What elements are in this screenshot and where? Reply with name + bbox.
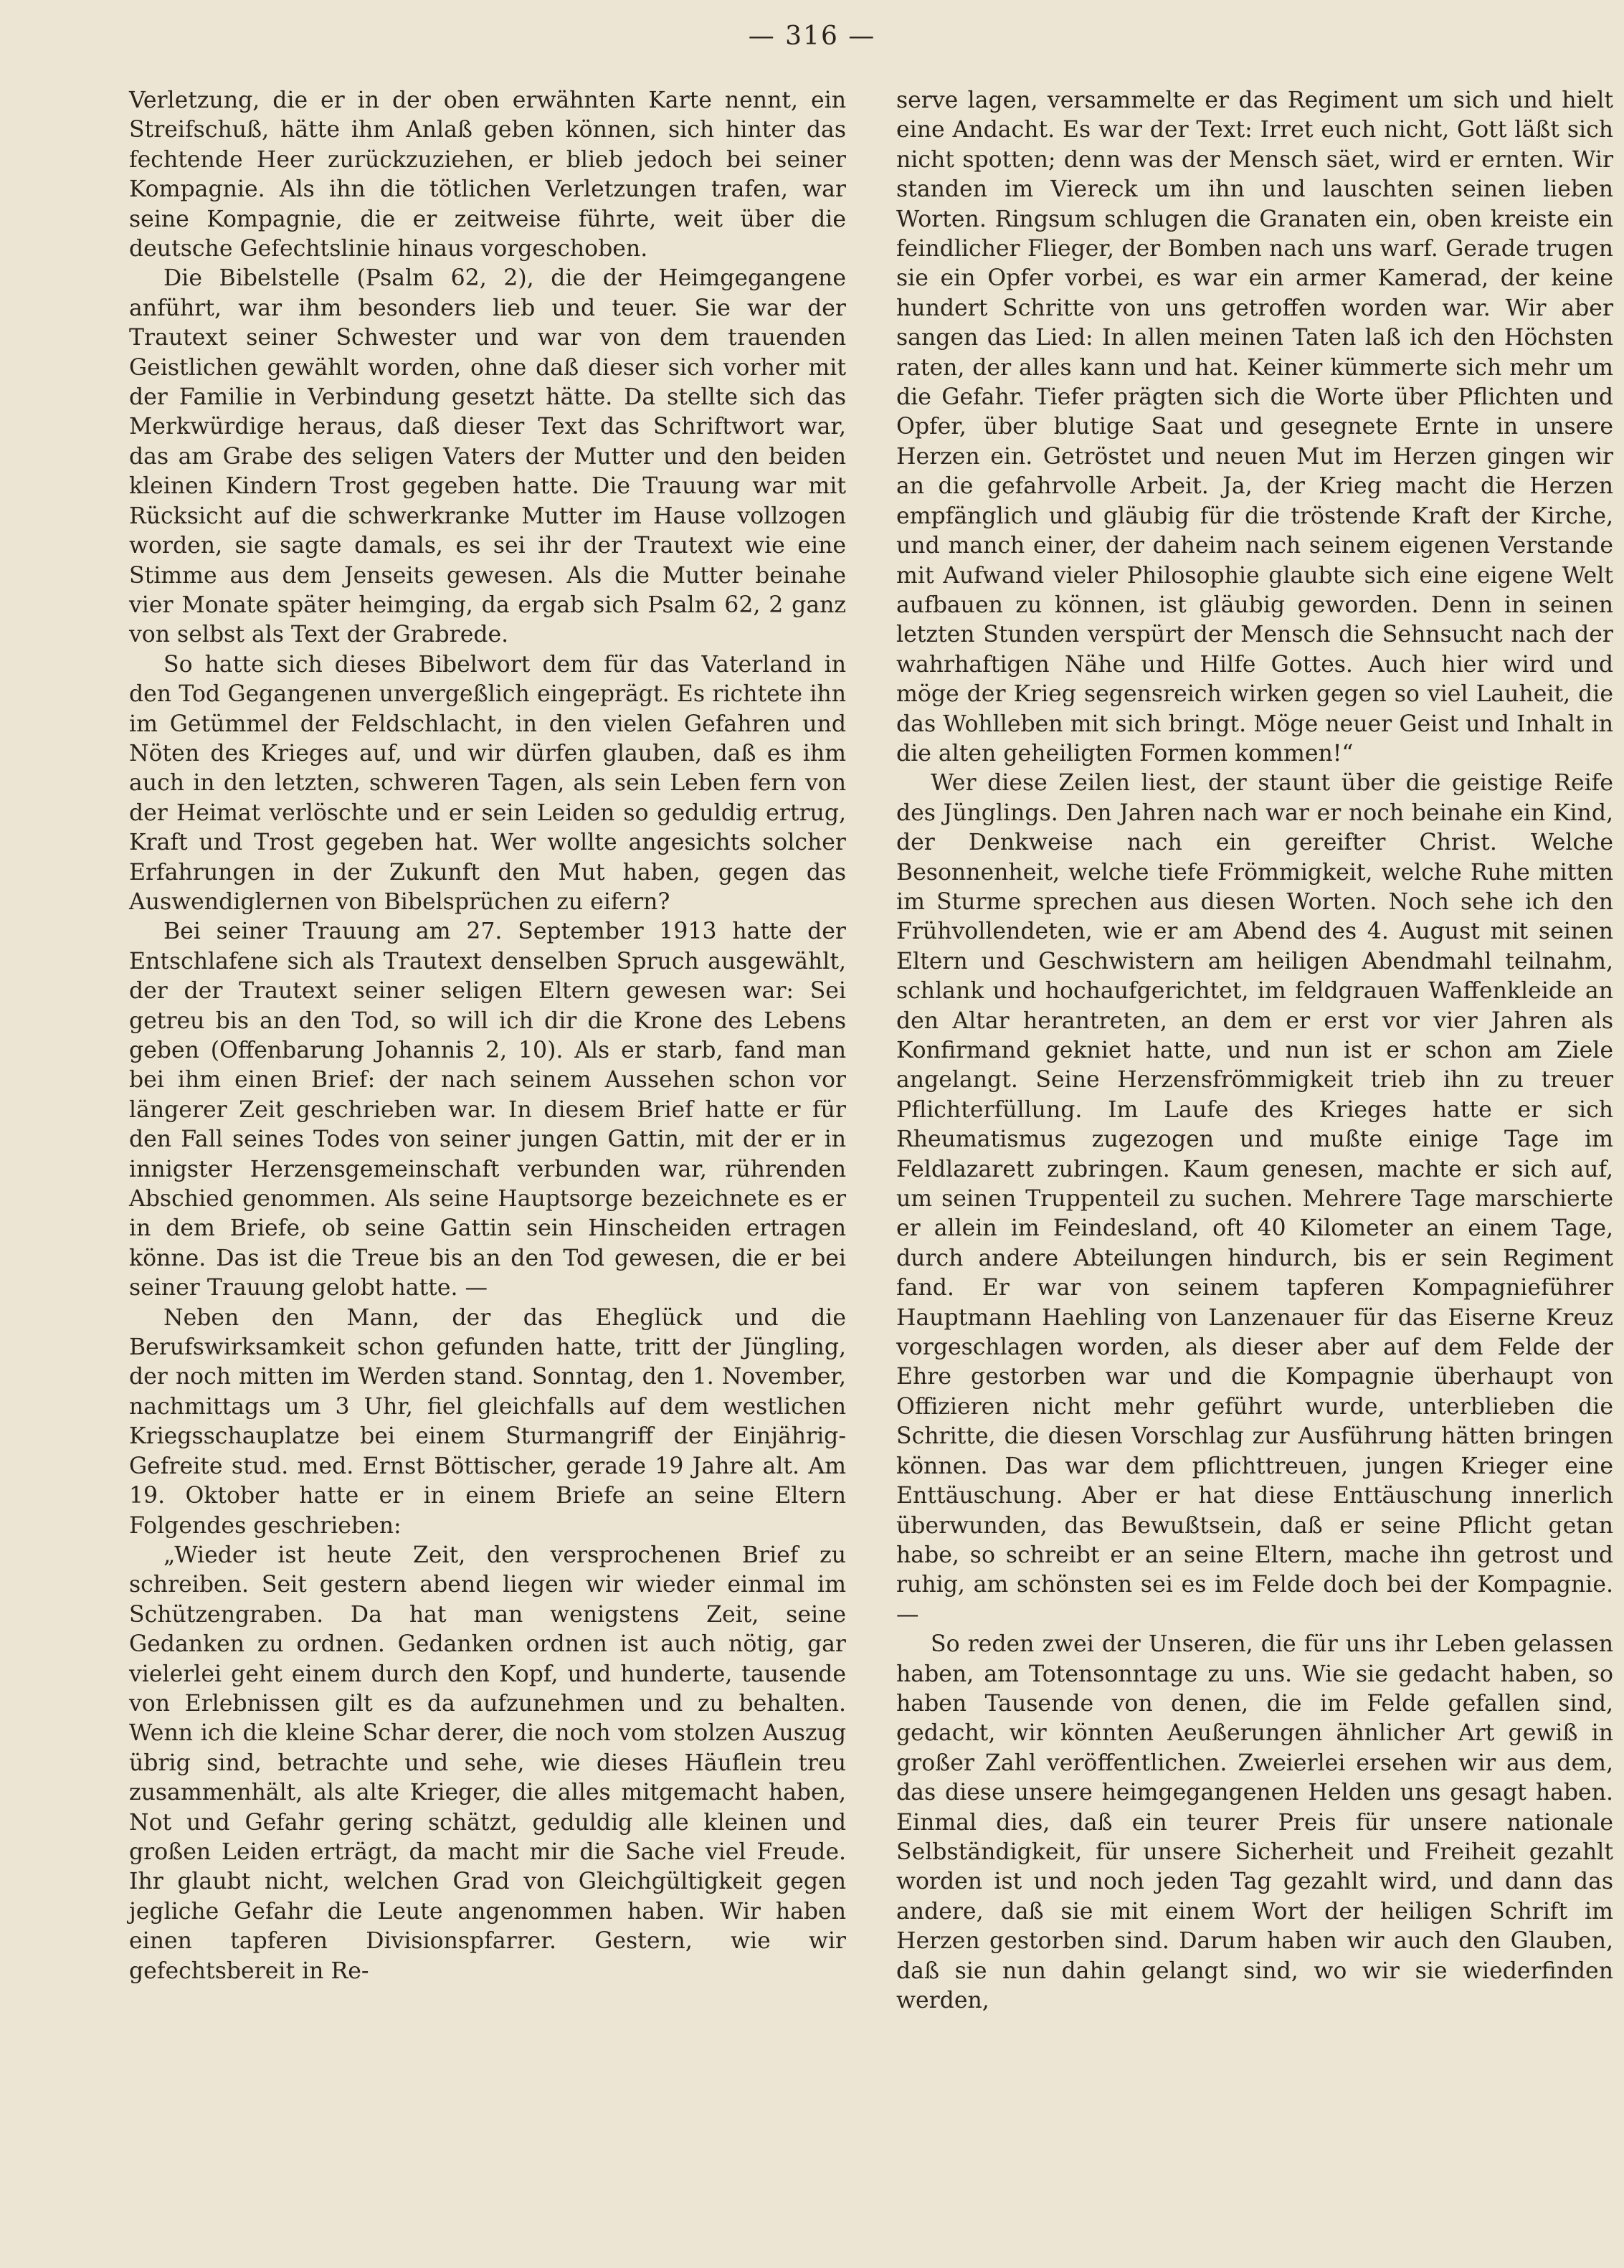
right-column: [896, 86, 1613, 2016]
page-number: — 316 —: [748, 22, 876, 51]
paragraph: Bei seiner Trauung am 27. September 1913 hatte der Entschlafene sich als Trautext denselben Spruch ausgewählt, der der Trautext seiner seligen Eltern gewesen war: Sei getreu bis an den Tod, so will ich dir die Krone des Lebens geben (Offenbarung Johannis 2, 10). Als er starb, fand man bei ihm einen Brief: der nach seinem Aussehen schon vor längerer Zeit geschrieben war. In diesem Brief hatte er für den Fall seines Todes von seiner jungen Gattin, mit der er in innigster Herzensgemeinschaft verbunden war, rührenden Abschied genommen. Als seine Hauptsorge bezeichnete es er in dem Briefe, ob seine Gattin sein Hinscheiden ertragen könne. Das ist die Treue bis an den Tod gewesen, die er bei seiner Trauung gelobt hatte. —: [129, 919, 846, 1301]
paragraph: Die Bibelstelle (Psalm 62, 2), die der Heimgegangene anführt, war ihm besonders lieb und teuer. Sie war der Trautext seiner Schwester und war von dem trauenden Geistlichen gewählt worden, ohne daß dieser sich vorher mit der Familie in Verbindung gesetzt hätte. Da stellte sich das Merkwürdige heraus, daß dieser Text das Schriftwort war, das am Grabe des seligen Vaters der Mutter und den beiden kleinen Kindern Trost gegeben hatte. Die Trauung war mit Rücksicht auf die schwerkranke Mutter im Hause vollzogen worden, sie sagte damals, es sei ihr der Trautext wie eine Stimme aus dem Jenseits gewesen. Als die Mutter beinahe vier Monate später heimging, da ergab sich Psalm 62, 2 ganz von selbst als Text der Grabrede.: [129, 265, 846, 648]
paragraph: Verletzung, die er in der oben erwähnten Karte nennt, ein Streifschuß, hätte ihm Anlaß geben können, sich hinter das fechtende Heer zurückzuziehen, er blieb jedoch bei seiner Kompagnie. Als ihn die tötlichen Verletzungen trafen, war seine Kompagnie, die er zeitweise führte, weit über die deutsche Gefechtslinie hinaus vorgeschoben.: [129, 87, 846, 262]
paragraph: „Wieder ist heute Zeit, den versprochenen Brief zu schreiben. Seit gestern abend liegen wir wieder einmal im Schützengraben. Da hat man wenigstens Zeit, seine Gedanken zu ordnen. Gedanken ordnen ist auch nötig, gar vielerlei geht einem durch den Kopf, und hunderte, tausende von Erlebnissen gilt es da aufzunehmen und zu behalten. Wenn ich die kleine Schar derer, die noch vom stolzen Auszug übrig sind, betrachte und sehe, wie dieses Häuflein treu zusammenhält, als alte Krieger, die alles mitgemacht haben, Not und Gefahr gering schätzt, geduldig alle kleinen und großen Leiden erträgt, da macht mir die Sache viel Freude. Ihr glaubt nicht, welchen Grad von Gleichgültigkeit gegen jegliche Gefahr die Leute angenommen haben. Wir haben einen tapferen Divisionspfarrer. Gestern, wie wir gefechtsbereit in Re-: [129, 1542, 846, 1984]
paragraph: Neben den Mann, der das Eheglück und die Berufswirksamkeit schon gefunden hatte, tritt der Jüngling, der noch mitten im Werden stand. Sonntag, den 1. November, nachmittags um 3 Uhr, fiel gleichfalls auf dem westlichen Kriegsschauplatze bei einem Sturmangriff der Einjährig-Gefreite stud. med. Ernst Böttischer, gerade 19 Jahre alt. Am 19. Oktober hatte er in einem Briefe an seine Eltern Folgendes geschrieben:: [129, 1304, 846, 1539]
paragraph: So reden zwei der Unseren, die für uns ihr Leben gelassen haben, am Totensonntage zu uns. Wie sie gedacht haben, so haben Tausende von denen, die im Felde gefallen sind, gedacht, wir könnten Aeußerungen ähnlicher Art gewiß in großer Zahl veröffentlichen. Zweierlei ersehen wir aus dem, das diese unsere heimgegangenen Helden uns gesagt haben. Einmal dies, daß ein teurer Preis für unsere nationale Selbständigkeit, für unsere Sicherheit und Freiheit gezahlt worden ist und noch jeden Tag gezahlt wird, und dann das andere, daß sie mit einem Wort der heiligen Schrift im Herzen gestorben sind. Darum haben wir auch den Glauben, daß sie nun dahin gelangt sind, wo wir sie wiederfinden werden,: [896, 1631, 1613, 2013]
left-column: [129, 86, 846, 1986]
paragraph: Wer diese Zeilen liest, der staunt über die geistige Reife des Jünglings. Den Jahren nach war er noch beinahe ein Kind, der Denkweise nach ein gereifter Christ. Welche Besonnenheit, welche tiefe Frömmigkeit, welche Ruhe mitten im Sturme sprechen aus diesen Worten. Noch sehe ich den Frühvollendeten, wie er am Abend des 4. August mit seinen Eltern und Geschwistern am heiligen Abendmahl teilnahm, schlank und hochaufgerichtet, im feldgrauen Waffenkleide an den Altar herantreten, an dem er erst vor vier Jahren als Konfirmand gekniet hatte, und nun ist er schon am Ziele angelangt. Seine Herzensfrömmigkeit trieb ihn zu treuer Pflichterfüllung. Im Laufe des Krieges hatte er sich Rheumatismus zugezogen und mußte einige Tage im Feldlazarett zubringen. Kaum genesen, machte er sich auf, um seinen Truppenteil zu suchen. Mehrere Tage marschierte er allein im Feindesland, oft 40 Kilometer an einem Tage, durch andere Abteilungen hindurch, bis er sein Regiment fand. Er war von seinem tapferen Kompagnieführer Hauptmann Haehling von Lanzenauer für das Eiserne Kreuz vorgeschlagen worden, als dieser aber auf dem Felde der Ehre gestorben war und die Kompagnie überhaupt von Offizieren nicht mehr geführt wurde, unterblieben die Schritte, die diesen Vorschlag zur Ausführung hätten bringen können. Das war dem pflichttreuen, jungen Krieger eine Enttäuschung. Aber er hat diese Enttäuschung innerlich überwunden, das Bewußtsein, daß er seine Pflicht getan habe, so schreibt er an seine Eltern, mache ihn getrost und ruhig, am schönsten sei es im Felde doch bei der Kompagnie. —: [896, 770, 1613, 1628]
paragraph: So hatte sich dieses Bibelwort dem für das Vaterland in den Tod Gegangenen unvergeßlich eingeprägt. Es richtete ihn im Getümmel der Feldschlacht, in den vielen Gefahren und Nöten des Krieges auf, und wir dürfen glauben, daß es ihm auch in den letzten, schweren Tagen, als sein Leben fern von der Heimat verlöschte und er sein Leiden so geduldig ertrug, Kraft und Trost gegeben hat. Wer wollte angesichts solcher Erfahrungen in der Zukunft den Mut haben, gegen das Auswendiglernen von Bibelsprüchen zu eifern?: [129, 651, 846, 915]
paragraph: serve lagen, versammelte er das Regiment um sich und hielt eine Andacht. Es war der Text: Irret euch nicht, Gott läßt sich nicht spotten; denn was der Mensch säet, wird er ernten. Wir standen im Viereck um ihn und lauschten seinen lieben Worten. Ringsum schlugen die Granaten ein, oben kreiste ein feindlicher Flieger, der Bomben nach uns warf. Gerade trugen sie ein Opfer vorbei, es war ein armer Kamerad, der keine hundert Schritte von uns getroffen worden war. Wir aber sangen das Lied: In allen meinen Taten laß ich den Höchsten raten, der alles kann und hat. Keiner kümmerte sich mehr um die Gefahr. Tiefer prägten sich die Worte über Pflichten und Opfer, über blutige Saat und gesegnete Ernte in unsere Herzen ein. Getröstet und neuen Mut im Herzen gingen wir an die gefahrvolle Arbeit. Ja, der Krieg macht die Herzen empfänglich und gläubig für die tröstende Kraft der Kirche, und manch einer, der daheim nach seinem eigenen Verstande mit Aufwand vieler Philosophie glaubte sich eine eigene Welt aufbauen zu können, ist gläubig geworden. Denn in seinen letzten Stunden verspürt der Mensch die Sehnsucht nach der wahrhaftigen Nähe und Hilfe Gottes. Auch hier wird und möge der Krieg segensreich wirken gegen so viel Lauheit, die das Wohlleben mit sich bringt. Möge neuer Geist und Inhalt in die alten geheiligten Formen kommen!“: [896, 87, 1613, 767]
